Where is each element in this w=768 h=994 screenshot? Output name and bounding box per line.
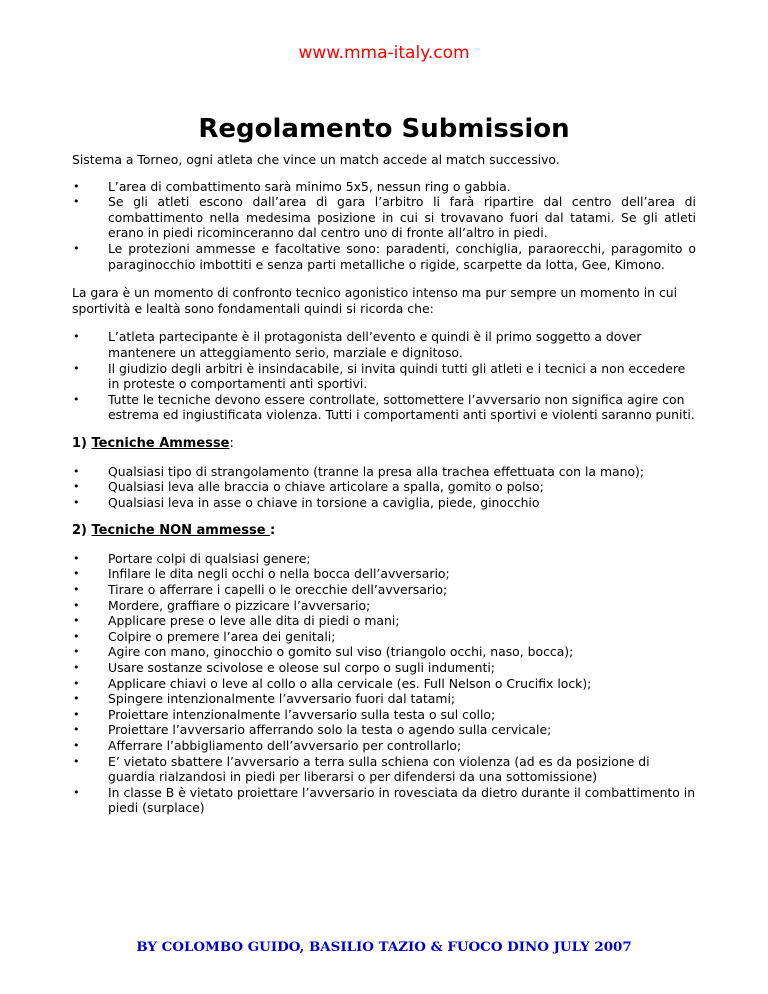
list-item: • Applicare prese o leve alle dita di piedi o mani;: [72, 613, 696, 629]
list-item: • Usare sostanze scivolose e oleose sul corpo o sugli indumenti;: [72, 660, 696, 676]
rules-list: [72, 179, 696, 273]
list-item: • Portare colpi di qualsiasi genere;: [72, 551, 696, 567]
list-item: • Applicare chiavi o leve al collo o alla cervicale (es. Full Nelson o Crucifix lock);: [72, 676, 696, 692]
document-body: [72, 152, 696, 816]
list-item: • Qualsiasi tipo di strangolamento (tranne la presa alla trachea effettuata con la mano);: [72, 464, 696, 480]
page-title: Regolamento Submission: [198, 114, 570, 144]
section-suffix: :: [229, 435, 234, 451]
section-heading-allowed: [72, 436, 696, 452]
section-suffix: :: [270, 523, 276, 539]
list-item: • In classe B è vietato proiettare l’avversario in rovesciata da dietro durante il combattimento in piedi (surplace): [72, 785, 696, 816]
section-number: 2): [72, 523, 92, 539]
list-item: • Tirare o afferrare i capelli o le orecchie dell’avversario;: [72, 582, 696, 598]
list-item: • Mordere, graffiare o pizzicare l’avversario;: [72, 598, 696, 614]
section-number: 1): [72, 435, 92, 451]
list-item: • Proiettare l’avversario afferrando solo la testa o agendo sulla cervicale;: [72, 722, 696, 738]
intro-text: Sistema a Torneo, ogni atleta che vince un match accede al match successivo.: [72, 152, 560, 167]
list-item: • Qualsiasi leva alle braccia o chiave articolare a spalla, gomito o polso;: [72, 479, 696, 495]
list-item: • Agire con mano, ginocchio o gomito sul viso (triangolo occhi, naso, bocca);: [72, 644, 696, 660]
list-item: • Le protezioni ammesse e facoltative sono: paradenti, conchiglia, paraorecchi, paragomito o paraginocchio imbottiti e senza parti metalliche o rigide, scarpette da lotta, Gee, Kimono.: [72, 241, 696, 272]
list-item: • L’area di combattimento sarà minimo 5x5, nessun ring o gabbia.: [72, 179, 696, 195]
section-title: Tecniche NON ammesse: [91, 523, 271, 539]
list-item: • Spingere intenzionalmente l’avversario fuori dal tatami;: [72, 691, 696, 707]
header-website-link[interactable]: www.mma-italy.com: [298, 43, 470, 63]
list-item: • Il giudizio degli arbitri è insindacabile, si invita quindi tutti gli atleti e i tecnici a non eccedere in proteste o comportamenti anti sportivi.: [72, 361, 696, 392]
conduct-list: [72, 329, 696, 423]
section-heading-not-allowed: [72, 523, 696, 539]
list-item: • Qualsiasi leva in asse o chiave in torsione a caviglia, piede, ginocchio: [72, 495, 696, 511]
footer-credits: BY COLOMBO GUIDO, BASILIO TAZIO & FUOCO DINO JULY 2007: [136, 939, 632, 955]
list-item: • E’ vietato sbattere l’avversario a terra sulla schiena con violenza (ad es da posizione di guardia rialzandosi in piedi per liberarsi o per difendersi da una sottomissione): [72, 754, 696, 785]
list-item: • Colpire o premere l’area dei genitali;: [72, 629, 696, 645]
conduct-paragraph: La gara è un momento di confronto tecnico agonistico intenso ma pur sempre un momento in cui sportività e lealtà sono fondamentali quindi si ricorda che:: [72, 285, 678, 316]
list-item: • Proiettare intenzionalmente l’avversario sulla testa o sul collo;: [72, 707, 696, 723]
list-item: • Se gli atleti escono dall’area di gara l’arbitro li farà ripartire dal centro dell’area di combattimento nella medesima posizione in cui si trovavano fuori dal tatami. Se gli atleti erano in piedi ricominceranno dal centro uno di fronte all’altro in piedi.: [72, 194, 696, 241]
list-item: • Afferrare l’abbigliamento dell’avversario per controllarlo;: [72, 738, 696, 754]
forbidden-techniques-list: [72, 551, 696, 816]
allowed-techniques-list: [72, 464, 696, 511]
list-item: • L’atleta partecipante è il protagonista dell’evento e quindi è il primo soggetto a dover mantenere un atteggiamento serio, marziale e dignitoso.: [72, 329, 696, 360]
section-title: Tecniche Ammesse: [91, 435, 230, 451]
list-item: • Tutte le tecniche devono essere controllate, sottomettere l’avversario non significa agire con estrema ed ingiustificata violenza. Tutti i comportamenti anti sportivi e violenti saranno puniti.: [72, 392, 696, 423]
list-item: • Infilare le dita negli occhi o nella bocca dell’avversario;: [72, 566, 696, 582]
